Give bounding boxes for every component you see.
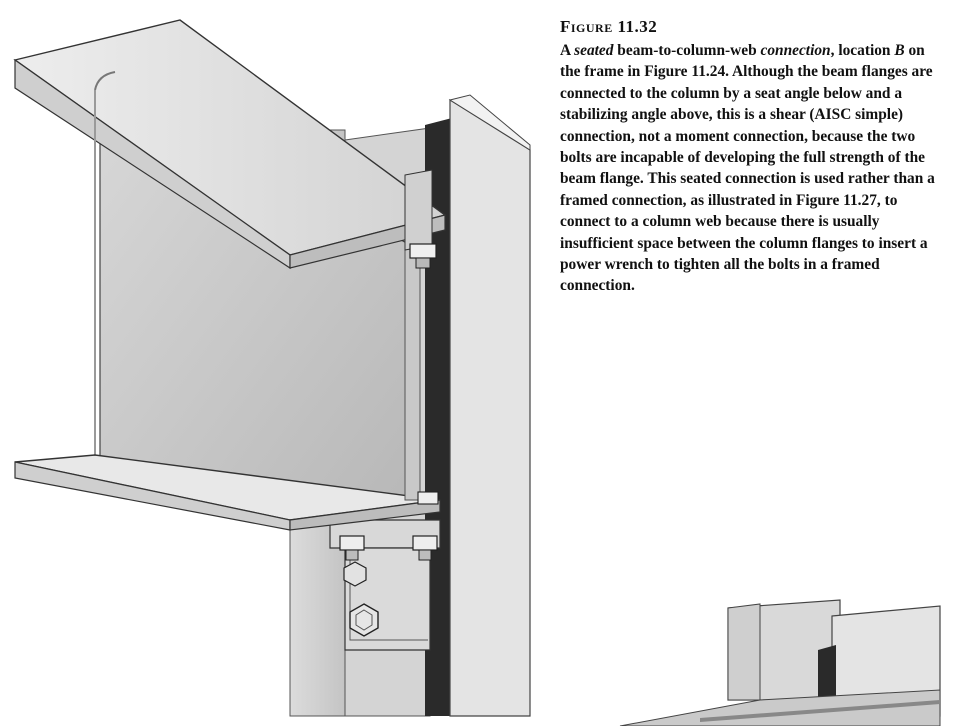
secondary-detail xyxy=(620,600,940,726)
caption-italic-b: B xyxy=(894,42,905,59)
caption-text-3: , location xyxy=(830,42,895,59)
web-bolt-lower xyxy=(350,604,378,636)
beam xyxy=(15,20,445,530)
stabilizing-angle xyxy=(405,170,432,250)
bottom-flange-bolt xyxy=(418,492,438,504)
figure-caption xyxy=(560,17,944,297)
caption-italic-connection: connection xyxy=(760,42,831,59)
caption-text-1: A xyxy=(560,42,575,59)
caption-text-4: on the frame in Figure 11.24. Although the beam flanges are connected to the column by a seat angle below and a stabilizing angle above, this is a shear (AISC simple) connection, not a moment connection, because the two bolts are incapable of developing the full strength of the beam flange. This seated connection is used rather than a framed connection, as illustrated in Figure 11.27, to connect to a column web because there is usually insufficient space between the column flanges to insert a power wrench to tighten all the bolts in a framed connection. xyxy=(560,42,935,295)
caption-text-2: beam-to-column-web xyxy=(613,42,761,59)
caption-italic-seated: seated xyxy=(574,42,614,59)
figure-label: Figure 11.32 xyxy=(560,17,658,36)
figure-caption-text xyxy=(560,40,944,297)
